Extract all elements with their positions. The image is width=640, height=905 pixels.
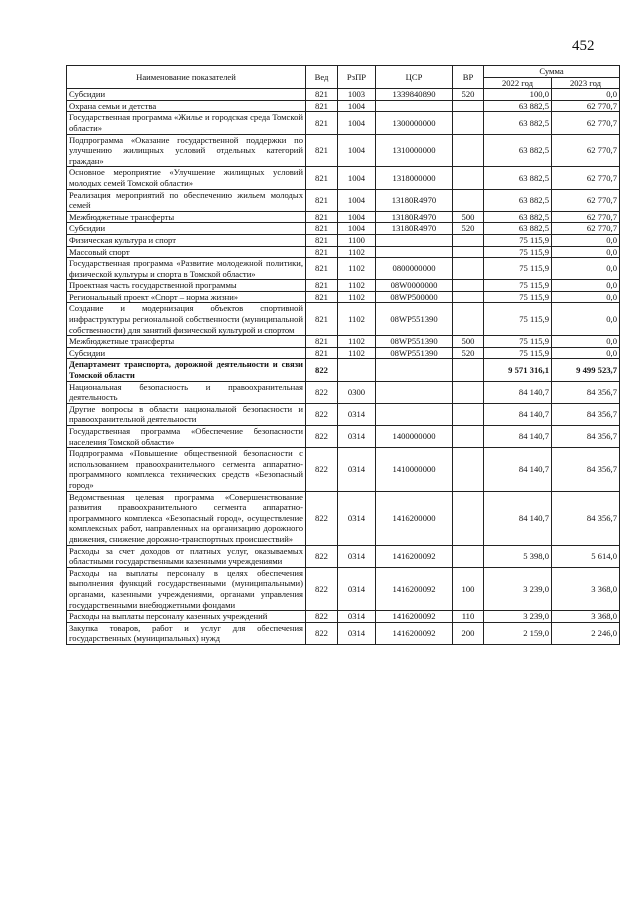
cell-name: Государственная программа «Развитие молодежной политики, физической культуры и спорта в Томской области» [67,258,306,280]
header-csr: ЦСР [376,66,453,89]
cell-csr [376,403,453,425]
table-row [67,223,620,235]
cell-name: Реализация мероприятий по обеспечению жильем молодых семей [67,189,306,211]
cell-y2022: 2 159,0 [484,622,552,644]
cell-rzpr: 1100 [338,234,376,246]
cell-csr: 08WP500000 [376,291,453,303]
cell-vr: 200 [453,622,484,644]
cell-y2023: 84 356,7 [552,448,620,491]
table-row [67,234,620,246]
cell-ved: 821 [306,246,338,258]
cell-y2022: 84 140,7 [484,381,552,403]
cell-ved: 821 [306,167,338,189]
cell-y2023: 84 356,7 [552,403,620,425]
cell-vr [453,426,484,448]
cell-csr: 13180R4970 [376,211,453,223]
cell-csr [376,100,453,112]
cell-name: Другие вопросы в области национальной безопасности и правоохранительной деятельности [67,403,306,425]
table-row [67,336,620,348]
cell-rzpr: 1004 [338,134,376,167]
cell-y2022: 63 882,5 [484,189,552,211]
cell-ved: 821 [306,211,338,223]
cell-csr: 08WP551390 [376,303,453,336]
cell-name: Субсидии [67,347,306,359]
cell-vr [453,189,484,211]
table-row [67,291,620,303]
cell-y2022: 75 115,9 [484,303,552,336]
cell-y2023: 0,0 [552,89,620,101]
cell-name: Массовый спорт [67,246,306,258]
cell-ved: 821 [306,234,338,246]
cell-vr [453,167,484,189]
cell-csr: 1416200092 [376,611,453,623]
cell-y2022: 3 239,0 [484,611,552,623]
cell-vr [453,134,484,167]
cell-name: Государственная программа «Жилье и городская среда Томской области» [67,112,306,134]
cell-vr [453,359,484,381]
header-vr: ВР [453,66,484,89]
cell-rzpr: 0314 [338,567,376,610]
cell-ved: 821 [306,189,338,211]
cell-rzpr: 0314 [338,426,376,448]
cell-rzpr: 1102 [338,280,376,292]
cell-rzpr: 1102 [338,258,376,280]
cell-ved: 821 [306,336,338,348]
table-row [67,89,620,101]
cell-y2022: 63 882,5 [484,100,552,112]
cell-name: Межбюджетные трансферты [67,336,306,348]
cell-y2023: 0,0 [552,336,620,348]
cell-rzpr: 1004 [338,167,376,189]
cell-csr: 1400000000 [376,426,453,448]
table-row [67,448,620,491]
table-row [67,347,620,359]
cell-ved: 821 [306,100,338,112]
cell-y2023: 62 770,7 [552,100,620,112]
cell-name: Проектная часть государственной программы [67,280,306,292]
budget-table [66,65,620,645]
table-row [67,426,620,448]
table-row [67,211,620,223]
cell-y2022: 75 115,9 [484,336,552,348]
page-number: 452 [572,38,595,54]
cell-name: Субсидии [67,89,306,101]
cell-ved: 822 [306,426,338,448]
cell-ved: 822 [306,491,338,545]
cell-y2022: 63 882,5 [484,223,552,235]
cell-ved: 821 [306,134,338,167]
cell-ved: 821 [306,280,338,292]
cell-vr [453,246,484,258]
cell-csr: 1339840890 [376,89,453,101]
cell-vr [453,491,484,545]
table-row [67,189,620,211]
cell-csr: 13180R4970 [376,189,453,211]
cell-y2023: 84 356,7 [552,491,620,545]
cell-rzpr: 0300 [338,381,376,403]
cell-vr [453,112,484,134]
table-row [67,280,620,292]
cell-csr: 1300000000 [376,112,453,134]
table-row [67,622,620,644]
table-row [67,134,620,167]
header-2022: 2022 год [484,77,552,89]
cell-y2023: 62 770,7 [552,223,620,235]
cell-ved: 822 [306,381,338,403]
cell-csr: 08WP551390 [376,347,453,359]
cell-y2022: 84 140,7 [484,448,552,491]
cell-csr: 1310000000 [376,134,453,167]
cell-y2023: 0,0 [552,280,620,292]
cell-name: Расходы за счет доходов от платных услуг, оказываемых областными государственными казенными учреждениями [67,545,306,567]
cell-y2023: 5 614,0 [552,545,620,567]
cell-y2023: 84 356,7 [552,381,620,403]
cell-y2023: 0,0 [552,303,620,336]
cell-rzpr: 1004 [338,189,376,211]
cell-rzpr [338,359,376,381]
cell-rzpr: 0314 [338,622,376,644]
cell-rzpr: 1004 [338,223,376,235]
cell-rzpr: 0314 [338,611,376,623]
cell-vr: 500 [453,336,484,348]
table-row [67,545,620,567]
cell-y2022: 75 115,9 [484,291,552,303]
cell-name: Региональный проект «Спорт – норма жизни» [67,291,306,303]
cell-ved: 821 [306,89,338,101]
cell-ved: 822 [306,622,338,644]
cell-y2023: 2 246,0 [552,622,620,644]
cell-y2023: 0,0 [552,258,620,280]
header-2023: 2023 год [552,77,620,89]
cell-rzpr: 0314 [338,491,376,545]
cell-y2023: 0,0 [552,246,620,258]
cell-y2023: 62 770,7 [552,211,620,223]
cell-vr: 520 [453,347,484,359]
cell-ved: 822 [306,448,338,491]
cell-name: Расходы на выплаты персоналу казенных учреждений [67,611,306,623]
cell-name: Физическая культура и спорт [67,234,306,246]
cell-name: Создание и модернизация объектов спортивной инфраструктуры региональной собственности (муниципальной собственности) для занятий физической культурой и спортом [67,303,306,336]
cell-name: Закупка товаров, работ и услуг для обеспечения государственных (муниципальных) нужд [67,622,306,644]
cell-csr: 1416200092 [376,567,453,610]
cell-csr [376,381,453,403]
cell-y2022: 63 882,5 [484,112,552,134]
cell-name: Департамент транспорта, дорожной деятельности и связи Томской области [67,359,306,381]
cell-vr: 500 [453,211,484,223]
cell-y2022: 75 115,9 [484,347,552,359]
cell-name: Основное мероприятие «Улучшение жилищных условий молодых семей Томской области» [67,167,306,189]
cell-y2022: 75 115,9 [484,258,552,280]
cell-y2022: 84 140,7 [484,426,552,448]
header-ved: Вед [306,66,338,89]
cell-y2023: 0,0 [552,291,620,303]
cell-y2023: 62 770,7 [552,112,620,134]
header-sum: Сумма [484,66,620,78]
cell-ved: 822 [306,545,338,567]
cell-rzpr: 1102 [338,347,376,359]
cell-vr [453,234,484,246]
cell-rzpr: 0314 [338,448,376,491]
table-row [67,100,620,112]
cell-csr [376,359,453,381]
cell-y2022: 75 115,9 [484,246,552,258]
cell-y2023: 0,0 [552,347,620,359]
cell-vr [453,403,484,425]
cell-vr: 520 [453,223,484,235]
cell-y2023: 62 770,7 [552,134,620,167]
header-row [67,66,620,78]
table-row [67,167,620,189]
table-row [67,258,620,280]
cell-name: Расходы на выплаты персоналу в целях обеспечения выполнения функций государственными (муниципальными) органами, казенными учреждениями, органами управления государственными внебюджетными фондами [67,567,306,610]
cell-csr: 13180R4970 [376,223,453,235]
cell-csr [376,234,453,246]
cell-name: Национальная безопасность и правоохранительная деятельность [67,381,306,403]
cell-vr [453,448,484,491]
cell-rzpr: 1004 [338,112,376,134]
cell-ved: 821 [306,112,338,134]
table-row [67,567,620,610]
table-row [67,303,620,336]
cell-y2022: 84 140,7 [484,403,552,425]
cell-vr: 100 [453,567,484,610]
cell-csr: 1416200092 [376,545,453,567]
cell-y2022: 9 571 316,1 [484,359,552,381]
cell-csr: 1416200092 [376,622,453,644]
cell-name: Государственная программа «Обеспечение безопасности населения Томской области» [67,426,306,448]
cell-vr: 520 [453,89,484,101]
cell-name: Субсидии [67,223,306,235]
cell-rzpr: 0314 [338,403,376,425]
cell-y2022: 5 398,0 [484,545,552,567]
cell-rzpr: 1102 [338,336,376,348]
cell-name: Ведомственная целевая программа «Совершенствование развития правоохранительного сегмента аппаратно-программного комплекса «Безопасный город», осуществление комплексных работ, направленных на организацию дорожного движения, снижение дорожно-транспортных происшествий» [67,491,306,545]
cell-ved: 822 [306,359,338,381]
cell-ved: 821 [306,303,338,336]
cell-y2023: 62 770,7 [552,167,620,189]
cell-name: Подпрограмма «Повышение общественной безопасности с использованием правоохранительного сегмента аппаратно-программного комплекса технических средств «Безопасный город» [67,448,306,491]
cell-vr [453,545,484,567]
cell-vr [453,303,484,336]
cell-name: Подпрограмма «Оказание государственной поддержки по улучшению жилищных условий отдельных категорий граждан» [67,134,306,167]
cell-ved: 822 [306,567,338,610]
table-row [67,112,620,134]
cell-ved: 822 [306,611,338,623]
cell-csr: 1416200000 [376,491,453,545]
cell-ved: 821 [306,347,338,359]
table-row [67,381,620,403]
cell-y2022: 84 140,7 [484,491,552,545]
cell-y2022: 100,0 [484,89,552,101]
cell-y2022: 3 239,0 [484,567,552,610]
cell-csr: 1410000000 [376,448,453,491]
cell-csr: 0800000000 [376,258,453,280]
cell-y2023: 62 770,7 [552,189,620,211]
cell-y2023: 0,0 [552,234,620,246]
table-row [67,246,620,258]
cell-y2023: 3 368,0 [552,567,620,610]
cell-vr [453,280,484,292]
cell-rzpr: 1004 [338,100,376,112]
cell-y2022: 63 882,5 [484,167,552,189]
cell-name: Охрана семьи и детства [67,100,306,112]
header-name: Наименование показателей [67,66,306,89]
cell-y2022: 75 115,9 [484,280,552,292]
table-row [67,359,620,381]
cell-csr [376,246,453,258]
cell-rzpr: 1102 [338,303,376,336]
cell-y2023: 84 356,7 [552,426,620,448]
cell-rzpr: 1004 [338,211,376,223]
cell-y2022: 63 882,5 [484,134,552,167]
table-row [67,491,620,545]
cell-y2022: 75 115,9 [484,234,552,246]
cell-vr [453,258,484,280]
cell-name: Межбюджетные трансферты [67,211,306,223]
cell-rzpr: 1102 [338,291,376,303]
cell-y2023: 9 499 523,7 [552,359,620,381]
cell-vr [453,100,484,112]
cell-csr: 08WP551390 [376,336,453,348]
cell-ved: 822 [306,403,338,425]
header-rzpr: РзПР [338,66,376,89]
table-row [67,403,620,425]
cell-rzpr: 0314 [338,545,376,567]
cell-y2022: 63 882,5 [484,211,552,223]
cell-ved: 821 [306,258,338,280]
cell-csr: 08W0000000 [376,280,453,292]
cell-vr [453,291,484,303]
cell-csr: 1318000000 [376,167,453,189]
table-row [67,611,620,623]
cell-ved: 821 [306,223,338,235]
cell-rzpr: 1003 [338,89,376,101]
cell-ved: 821 [306,291,338,303]
cell-rzpr: 1102 [338,246,376,258]
cell-vr: 110 [453,611,484,623]
cell-vr [453,381,484,403]
cell-y2023: 3 368,0 [552,611,620,623]
